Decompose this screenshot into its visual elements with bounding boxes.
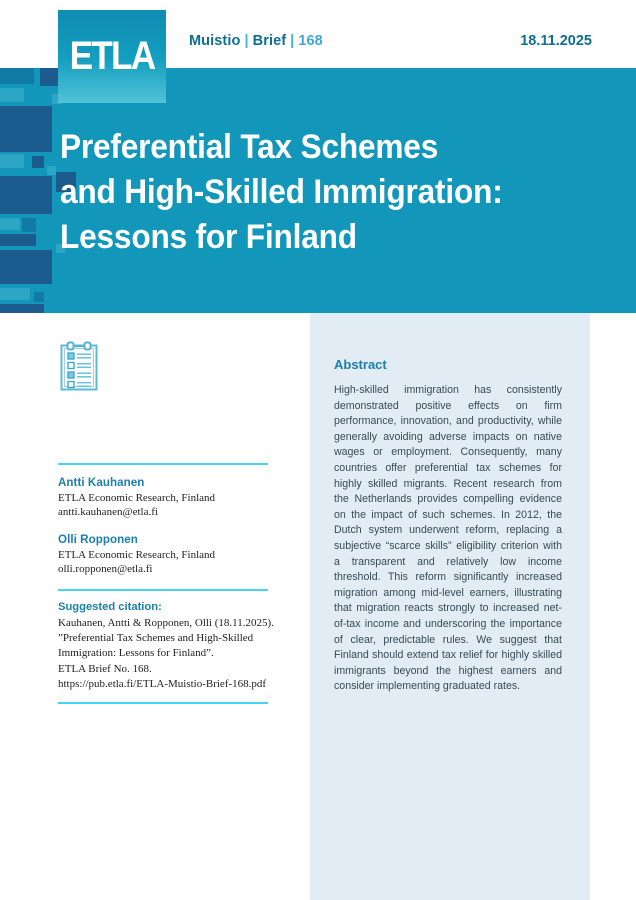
author-affiliation: ETLA Economic Research, Finland xyxy=(58,548,216,561)
clipboard-checklist-icon xyxy=(58,379,100,396)
citation-heading: Suggested citation: xyxy=(58,601,162,613)
citation-url[interactable]: https://pub.etla.fi/ETLA-Muistio-Brief-168.pdf xyxy=(58,677,267,690)
author-entry xyxy=(58,476,273,520)
etla-logo xyxy=(58,10,166,103)
divider-above-citation xyxy=(58,589,268,591)
citation-line-2: ”Preferential Tax Schemes and High-Skilled xyxy=(58,632,254,645)
author-affiliation: ETLA Economic Research, Finland xyxy=(58,492,216,504)
author-email[interactable]: antti.kauhanen@etla.fi xyxy=(58,506,158,519)
citation-line-1: Kauhanen, Antti & Ropponen, Olli (18.11.2025). xyxy=(58,617,274,629)
divider-below-citation xyxy=(58,702,268,704)
series-label-fi: Muistio xyxy=(189,33,241,49)
publication-date: 18.11.2025 xyxy=(520,33,592,49)
divider-above-authors xyxy=(58,463,268,465)
abstract-panel xyxy=(310,313,590,900)
author-list xyxy=(58,476,273,590)
title-line-1: Preferential Tax Schemes xyxy=(60,128,439,166)
abstract-heading: Abstract xyxy=(334,357,387,372)
publication-meta xyxy=(189,33,323,49)
abstract-text: High-skilled immigration has consistently demonstrated positive effects on firm performance, innovation, and productivity, while generally avoiding adverse impacts on native wages or employment. Consequently, many countries offer preferential tax schemes for highly skilled migrants. Recent research from the Netherlands provides compelling evidence on the impact of such schemes. In 2012, the Dutch system underwent reform, replacing a subjective “scarce skills” eligibility criterion with a transparent and relatively low income threshold. This reform significantly increased migration among mid-level earners, illustrating that migration reacts strongly to increased net-of-tax income and underscoring the importance of clear, predictable rules. We suggest that Finland should extend tax relief for highly skilled immigrants beyond the highest earners and consider implementing graduated rates. xyxy=(334,384,562,693)
left-column xyxy=(58,340,270,397)
author-entry xyxy=(58,533,273,577)
title-line-3: Lessons for Finland xyxy=(60,218,357,256)
title-line-2: and High-Skilled Immigration: xyxy=(60,173,503,211)
citation-line-3: Immigration: Lessons for Finland”. xyxy=(58,647,214,660)
meta-separator-2: | xyxy=(290,33,295,49)
citation-line-4: ETLA Brief No. 168. xyxy=(58,662,152,675)
series-label-en: Brief xyxy=(252,33,287,49)
author-name: Antti Kauhanen xyxy=(58,476,145,489)
document-title xyxy=(60,125,544,260)
author-name: Olli Ropponen xyxy=(58,532,138,546)
suggested-citation xyxy=(58,601,283,692)
issue-number: 168 xyxy=(298,33,323,49)
title-banner xyxy=(0,68,636,313)
meta-separator-1: | xyxy=(244,33,249,49)
etla-logo-wordmark: ETLA xyxy=(69,34,155,78)
author-email[interactable]: olli.ropponen@etla.fi xyxy=(58,563,153,576)
